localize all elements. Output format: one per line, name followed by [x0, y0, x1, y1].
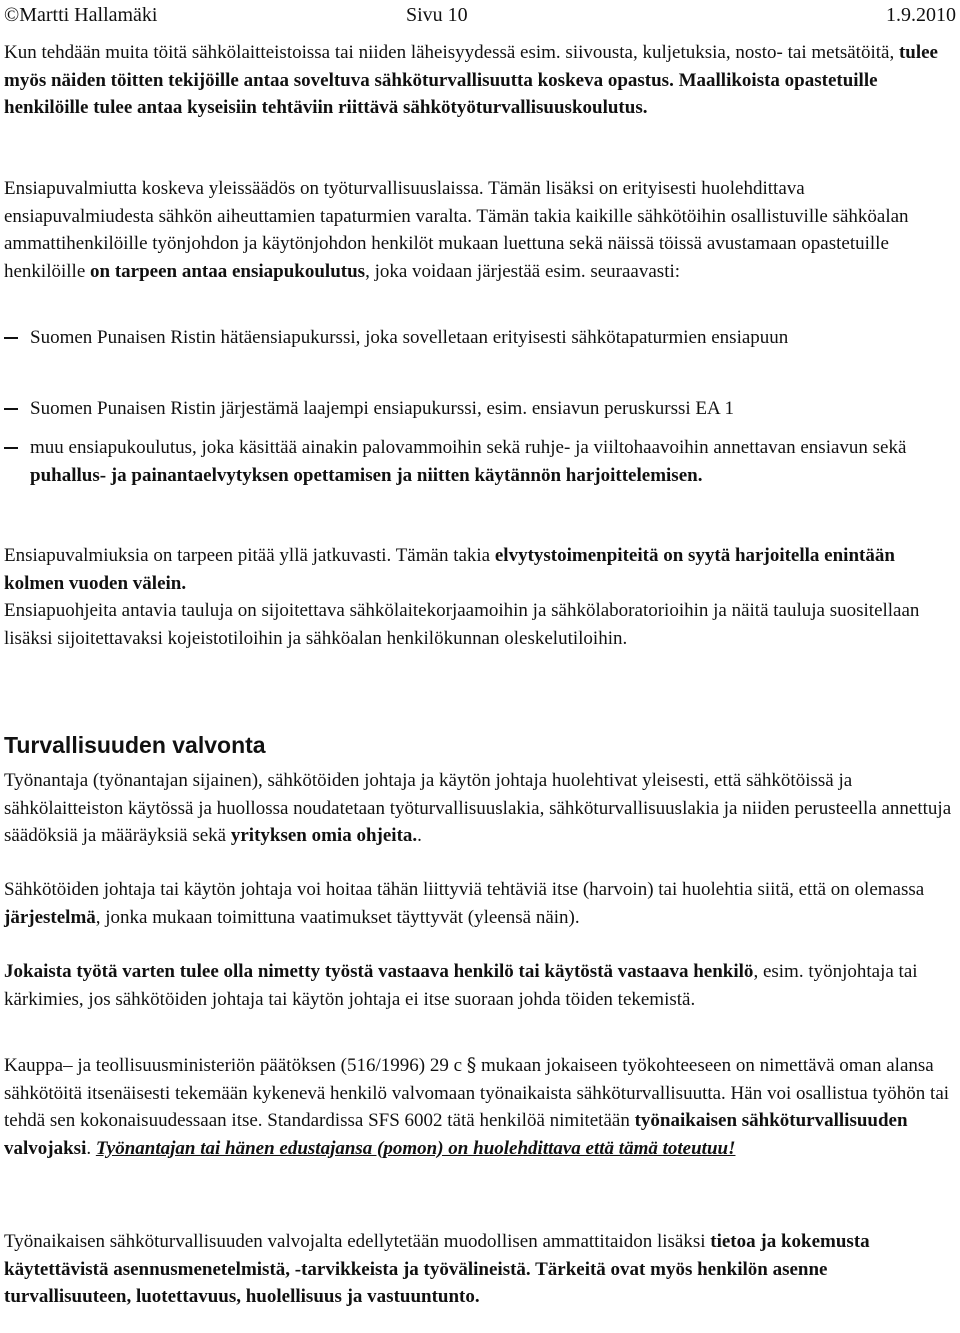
- paragraph-3: [4, 542, 954, 597]
- bullet-text: Suomen Punaisen Ristin hätäensiapukurssi, joka sovelletaan erityisesti sähkötapaturmien ensiapuun: [30, 327, 789, 348]
- bold-text: Jokaista työtä varten tulee olla nimetty työstä vastaava henkilö tai käytöstä vastaava henkilö: [4, 961, 754, 982]
- paragraph-9: [4, 1228, 954, 1311]
- section-sign: §: [466, 1054, 477, 1076]
- bold-text: on tarpeen antaa ensiapukoulutus: [90, 260, 366, 282]
- header-date: 1.9.2010: [886, 4, 956, 26]
- bullet-item-3: [4, 434, 954, 489]
- bullet-text: [30, 434, 954, 489]
- section-heading: Turvallisuuden valvonta: [4, 732, 266, 758]
- bullet-item-2: [4, 395, 954, 423]
- dash-bullet-icon: [4, 447, 18, 449]
- paragraph-6: [4, 876, 954, 931]
- text: Kun tehdään muita töitä sähkölaitteistoissa tai niiden läheisyydessä esim. siivousta, kuljetuksia, nosto- tai metsätöitä,: [4, 42, 899, 63]
- text: Sähkötöiden johtaja tai käytön johtaja voi hoitaa tähän liittyviä tehtäviä itse (harvoin) tai huolehtia siitä, että on olemassa: [4, 879, 925, 900]
- paragraph-2: [4, 175, 954, 285]
- text: muu ensiapukoulutus, joka käsittää ainakin palovammoihin sekä ruhje- ja viiltohaavoihin annettavan ensiavun sekä: [30, 437, 907, 458]
- text: .: [417, 825, 422, 846]
- paragraph-5: [4, 767, 954, 850]
- paragraph-1: [4, 39, 954, 122]
- underlined-emphasis: Työnantajan tai hänen edustajansa (pomon) on huolehdittava että tämä toteutuu!: [95, 1137, 736, 1159]
- bullet-item-1: [4, 324, 954, 352]
- bold-text: työnaikaisen sähköturvallisuuden valvojaksi: [4, 1110, 908, 1159]
- bullet-text: Suomen Punaisen Ristin järjestämä laajempi ensiapukurssi, esim. ensiavun peruskurssi EA 1: [30, 398, 734, 419]
- text: , esim. työnjohtaja tai kärkimies, jos sähkötöiden johtaja tai käytön johtaja ei itse suoraan johda töiden tekemistä.: [4, 961, 918, 1010]
- paragraph-8: [4, 1052, 954, 1162]
- text: , joka voidaan järjestää esim. seuraavasti:: [365, 260, 681, 282]
- paragraph-4: [4, 597, 954, 652]
- text: Työnaikaisen sähköturvallisuuden valvojalta edellytetään muodollisen ammattitaidon lisäksi: [4, 1231, 711, 1252]
- bold-text: tietoa ja kokemusta käytettävistä asennusmenetelmistä, -tarvikkeista ja työvälineistä. Tärkeitä ovat myös henkilön asenne turvallisuuteen, luotettavuus, huolellisuus ja vastuuntunto.: [4, 1231, 870, 1307]
- bold-text: puhallus- ja painantaelvytyksen opettamisen ja niitten käytännön harjoittelemisen.: [30, 464, 703, 486]
- bold-text: tulee myös näiden töitten tekijöille antaa soveltuva sähköturvallisuutta koskeva opastus. Maallikoista opastetuille henkilöille tulee antaa kyseisiin tehtäviin riittävä sähkötyöturvallisuuskoulutus.: [4, 42, 938, 118]
- text: .: [86, 1137, 96, 1159]
- text: , jonka mukaan toimittuna vaatimukset täyttyvät (yleensä näin).: [95, 906, 580, 928]
- header-page-number: Sivu 10: [406, 4, 468, 26]
- header-author: ©Martti Hallamäki: [4, 4, 158, 26]
- text: Ensiapuvalmiuksia on tarpeen pitää yllä jatkuvasti. Tämän takia: [4, 545, 495, 566]
- page-header: [4, 2, 956, 28]
- bold-text: järjestelmä: [4, 906, 96, 928]
- text: Kauppa– ja teollisuusministeriön päätöksen (516/1996) 29 c: [4, 1055, 467, 1076]
- text: Ensiapuohjeita antavia tauluja on sijoitettava sähkölaitekorjaamoihin ja sähkölaboratorioihin ja näitä tauluja suositellaan lisäksi sijoitettavaksi kojeistotiloihin ja sähköalan henkilökunnan oleskelutiloihin.: [4, 600, 920, 649]
- dash-bullet-icon: [4, 408, 18, 410]
- bold-text: yrityksen omia ohjeita.: [230, 825, 418, 846]
- text: Ensiapuvalmiutta koskeva yleissäädös on työturvallisuuslaissa. Tämän lisäksi on erityisesti huolehdittava ensiapuvalmiudesta sähkön aiheuttamien tapaturmien varalta. Tämän takia kaikille sähkötöihin osallistuville sähköalan ammattihenkilöille työnjohdon ja käytönjohdon henkilöt mukaan luettuna sekä näissä töissä avustamaan opastetuille henkilöille: [4, 178, 909, 282]
- bold-text: elvytystoimenpiteitä on syytä harjoitella enintään kolmen vuoden välein.: [4, 545, 895, 594]
- text: mukaan jokaiseen työkohteeseen on nimettävä oman alansa sähkötöitä itsenäisesti tekemään kykenevä henkilö valvomaan työnaikaista sähköturvallisuutta. Hän voi osallistua työhön tai tehdä sen kokonaisuudessaan itse. Standardissa SFS 6002 tätä henkilöä nimitetään: [4, 1055, 950, 1131]
- dash-bullet-icon: [4, 337, 18, 339]
- paragraph-7: [4, 958, 954, 1013]
- text: Työnantaja (työnantajan sijainen), sähkötöiden johtaja ja käytön johtaja huolehtivat yleisesti, että sähkötöissä ja sähkölaitteiston käytössä ja huollossa noudatetaan työturvallisuuslakia, sähköturvallisuuslakia ja niiden perusteella annettuja säädöksiä ja määräyksiä sekä: [4, 770, 952, 846]
